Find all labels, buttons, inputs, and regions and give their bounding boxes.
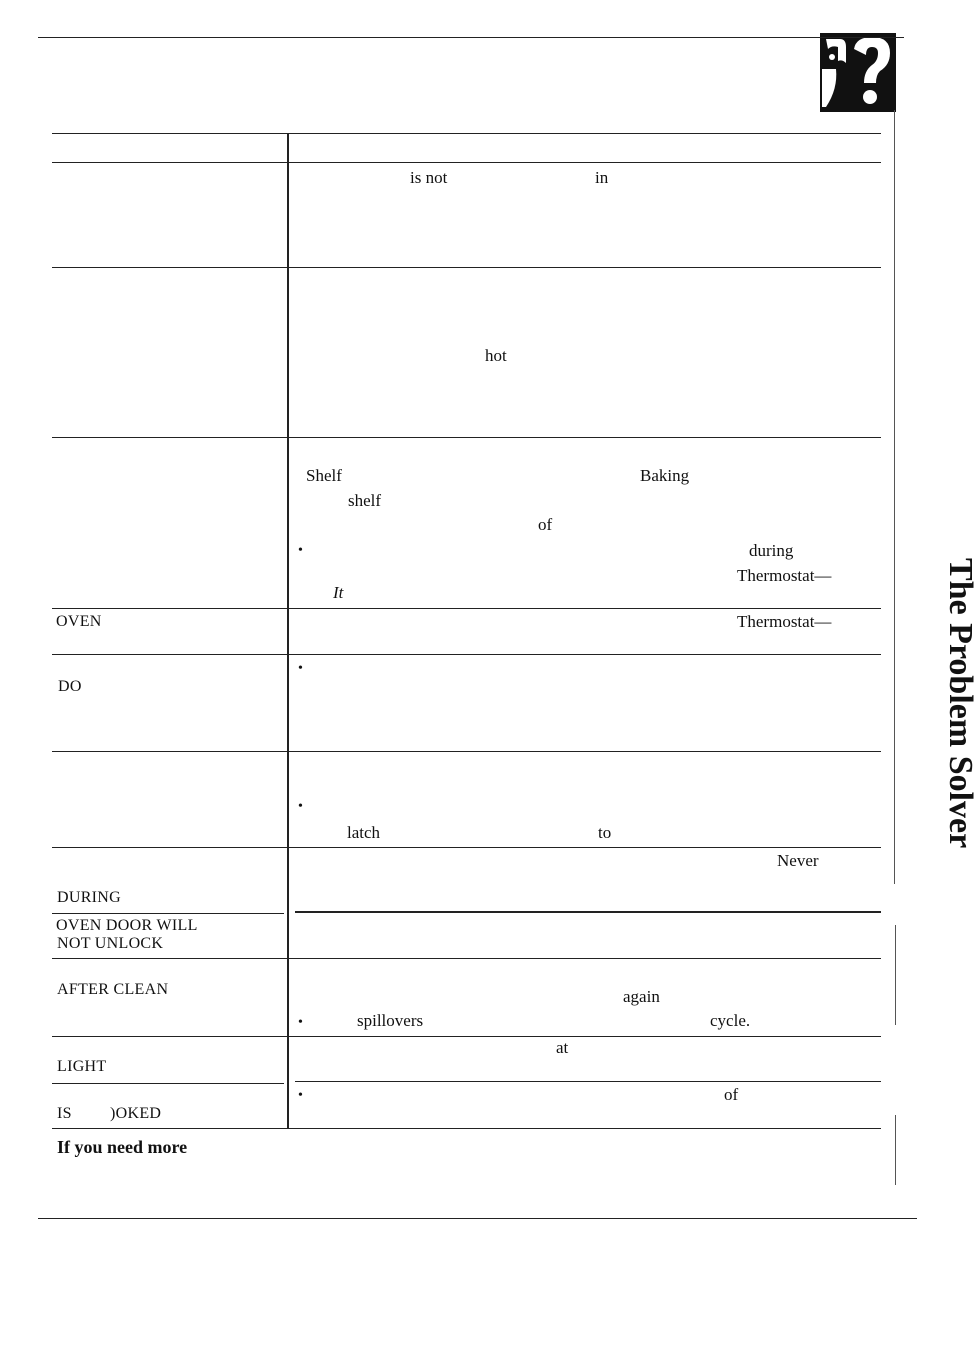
problem-cell-text: IS (57, 1105, 72, 1122)
right-edge-line (894, 110, 895, 884)
cause-cell-text: of (724, 1085, 739, 1104)
cause-cell-text: Thermostat— (737, 612, 832, 631)
cause-cell-text: Shelf (306, 466, 342, 485)
row-separator (295, 1081, 881, 1082)
cause-cell-text: spillovers (357, 1011, 424, 1030)
cause-cell-text: during (749, 541, 794, 560)
cause-cell-text: Thermostat— (737, 566, 832, 585)
table-header-bottom (52, 162, 881, 163)
row-separator (52, 958, 881, 959)
cause-cell-text: Baking (640, 466, 690, 485)
cause-cell-text: again (623, 987, 660, 1006)
row-separator (52, 847, 881, 848)
cause-cell-text: cycle. (710, 1011, 751, 1030)
cause-cell-text: at (556, 1038, 569, 1057)
problem-cell-text: NOT UNLOCK (57, 935, 164, 952)
bullet-point: • (298, 799, 303, 814)
bullet-point: • (298, 1088, 303, 1103)
problem-cell-text: )OKED (110, 1105, 162, 1122)
row-separator (52, 437, 881, 438)
bottom-rule (38, 1218, 904, 1219)
cause-cell-text: hot (485, 346, 507, 365)
cause-cell-text: is not (410, 168, 448, 187)
right-edge-line-2 (895, 925, 896, 1025)
problem-cell-text: OVEN (56, 613, 102, 630)
bullet-point: • (298, 543, 303, 558)
footer-help-text: If you need more (57, 1137, 188, 1157)
row-separator (52, 608, 881, 609)
row-separator (52, 751, 881, 752)
cause-cell-text: in (595, 168, 609, 187)
row-separator (52, 1036, 881, 1037)
cause-cell-text: shelf (348, 491, 382, 510)
cause-cell-text: to (598, 823, 612, 842)
cause-cell-text: latch (347, 823, 381, 842)
table-bottom (52, 1128, 881, 1129)
top-rule (38, 37, 904, 38)
table-header-top (52, 133, 881, 134)
problem-cell-text: DO (58, 678, 82, 695)
cause-cell-text: of (538, 515, 553, 534)
row-separator (52, 654, 881, 655)
cause-cell-text: It (333, 583, 344, 602)
row-separator (295, 911, 881, 913)
bullet-point: • (298, 1015, 303, 1030)
bottom-rule-tail (903, 1218, 917, 1219)
column-divider (287, 133, 289, 1129)
right-edge-line-3 (895, 1115, 896, 1185)
problem-cell-text: AFTER CLEAN (57, 981, 169, 998)
cause-cell-text: Never (777, 851, 819, 870)
row-separator (52, 913, 284, 914)
bullet-point: • (298, 661, 303, 676)
problem-cell-text: OVEN DOOR WILL (56, 917, 198, 934)
row-separator (52, 267, 881, 268)
troubleshooting-question-icon (820, 33, 896, 112)
side-section-title: The Problem Solver (942, 558, 979, 849)
row-separator (52, 1083, 284, 1084)
problem-cell-text: LIGHT (57, 1058, 107, 1075)
problem-cell-text: DURING (57, 889, 122, 906)
